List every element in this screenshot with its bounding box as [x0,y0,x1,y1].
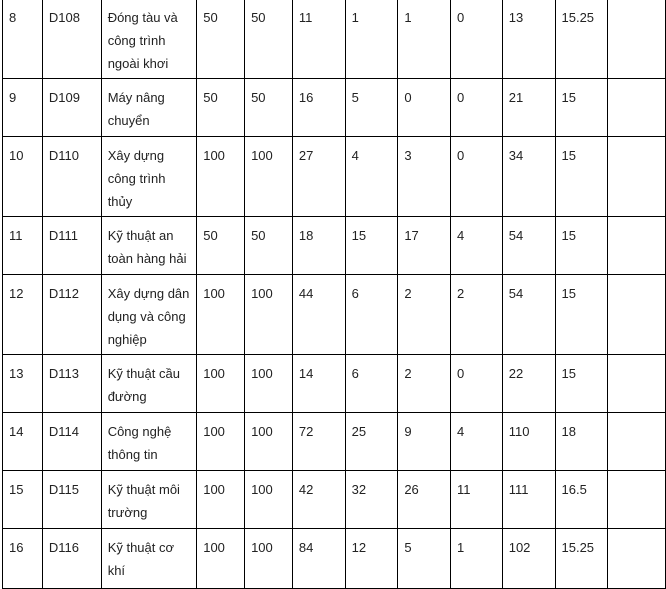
table-row [3,79,666,137]
value-cell: 4 [451,413,503,471]
program-code-cell: D113 [42,355,101,413]
quota-cell: 100 [197,529,245,589]
quota-cell: 100 [197,355,245,413]
score-cell: 15 [555,79,608,137]
value-cell: 4 [345,137,398,217]
score-cell: 15.25 [555,0,608,79]
program-name-cell: Công nghệ thông tin [101,413,197,471]
table-row [3,217,666,275]
value-cell: 100 [245,275,293,355]
note-cell [608,137,666,217]
value-cell: 16 [292,79,345,137]
note-cell [608,471,666,529]
program-code-cell: D110 [42,137,101,217]
program-code-cell: D112 [42,275,101,355]
value-cell: 2 [451,275,503,355]
value-cell: 4 [451,217,503,275]
value-cell: 6 [345,275,398,355]
value-cell: 0 [451,137,503,217]
value-cell: 0 [451,355,503,413]
value-cell: 100 [245,529,293,589]
quota-cell: 100 [197,413,245,471]
program-name-cell: Xây dựng dân dụng và công nghiệp [101,275,197,355]
row-number-cell: 16 [3,529,43,589]
note-cell [608,413,666,471]
score-cell: 15.25 [555,529,608,589]
program-name-cell: Kỹ thuật an toàn hàng hải [101,217,197,275]
value-cell: 84 [292,529,345,589]
quota-cell: 50 [197,217,245,275]
total-cell: 110 [502,413,555,471]
value-cell: 100 [245,355,293,413]
row-number-cell: 8 [3,0,43,79]
row-number-cell: 15 [3,471,43,529]
quota-cell: 50 [197,79,245,137]
value-cell: 50 [245,217,293,275]
program-name-cell: Xây dựng công trình thủy [101,137,197,217]
program-name-cell: Kỹ thuật môi trường [101,471,197,529]
value-cell: 3 [398,137,451,217]
value-cell: 0 [451,0,503,79]
note-cell [608,0,666,79]
row-number-cell: 14 [3,413,43,471]
value-cell: 42 [292,471,345,529]
total-cell: 22 [502,355,555,413]
value-cell: 32 [345,471,398,529]
value-cell: 25 [345,413,398,471]
value-cell: 9 [398,413,451,471]
score-cell: 15 [555,137,608,217]
value-cell: 17 [398,217,451,275]
table-row [3,413,666,471]
table-row [3,355,666,413]
table-body [3,0,666,589]
value-cell: 100 [245,137,293,217]
table-row [3,529,666,589]
value-cell: 44 [292,275,345,355]
value-cell: 18 [292,217,345,275]
note-cell [608,275,666,355]
value-cell: 1 [345,0,398,79]
total-cell: 111 [502,471,555,529]
note-cell [608,217,666,275]
quota-cell: 100 [197,275,245,355]
value-cell: 12 [345,529,398,589]
row-number-cell: 9 [3,79,43,137]
score-cell: 15 [555,275,608,355]
row-number-cell: 12 [3,275,43,355]
value-cell: 2 [398,355,451,413]
value-cell: 6 [345,355,398,413]
value-cell: 100 [245,413,293,471]
value-cell: 0 [398,79,451,137]
program-code-cell: D114 [42,413,101,471]
value-cell: 50 [245,0,293,79]
program-name-cell: Kỹ thuật cầu đường [101,355,197,413]
value-cell: 50 [245,79,293,137]
program-code-cell: D115 [42,471,101,529]
total-cell: 34 [502,137,555,217]
value-cell: 27 [292,137,345,217]
note-cell [608,79,666,137]
program-name-cell: Kỹ thuật cơ khí [101,529,197,589]
score-cell: 15 [555,217,608,275]
quota-cell: 100 [197,137,245,217]
note-cell [608,529,666,589]
score-cell: 18 [555,413,608,471]
table-row [3,0,666,79]
program-name-cell: Máy nâng chuyển [101,79,197,137]
value-cell: 72 [292,413,345,471]
score-cell: 15 [555,355,608,413]
row-number-cell: 13 [3,355,43,413]
table-row [3,137,666,217]
score-cell: 16.5 [555,471,608,529]
program-code-cell: D116 [42,529,101,589]
admission-quota-table [2,0,666,589]
quota-cell: 50 [197,0,245,79]
table-row [3,471,666,529]
value-cell: 2 [398,275,451,355]
total-cell: 13 [502,0,555,79]
program-name-cell: Đóng tàu và công trình ngoài khơi [101,0,197,79]
value-cell: 1 [451,529,503,589]
table-row [3,275,666,355]
value-cell: 15 [345,217,398,275]
total-cell: 54 [502,217,555,275]
value-cell: 11 [451,471,503,529]
program-code-cell: D109 [42,79,101,137]
note-cell [608,355,666,413]
quota-cell: 100 [197,471,245,529]
value-cell: 5 [345,79,398,137]
total-cell: 21 [502,79,555,137]
value-cell: 26 [398,471,451,529]
program-code-cell: D108 [42,0,101,79]
value-cell: 14 [292,355,345,413]
total-cell: 102 [502,529,555,589]
row-number-cell: 11 [3,217,43,275]
value-cell: 1 [398,0,451,79]
total-cell: 54 [502,275,555,355]
program-code-cell: D111 [42,217,101,275]
value-cell: 5 [398,529,451,589]
value-cell: 11 [292,0,345,79]
value-cell: 0 [451,79,503,137]
row-number-cell: 10 [3,137,43,217]
value-cell: 100 [245,471,293,529]
